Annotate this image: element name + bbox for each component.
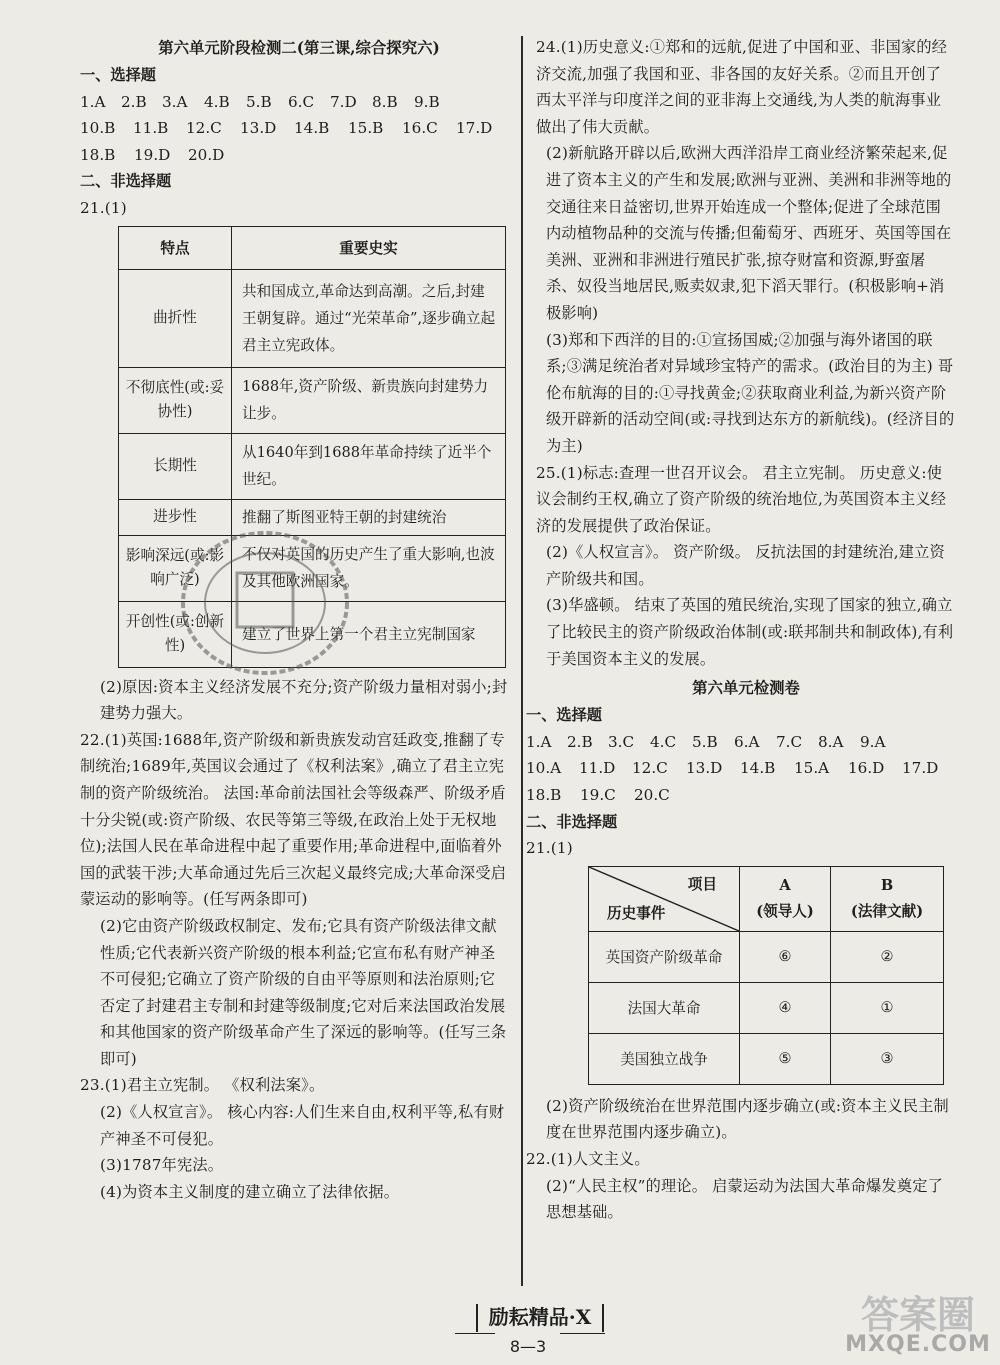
choice-row: 1.A 2.B 3.C 4.C 5.B 6.A 7.C 8.A 9.A: [526, 732, 886, 751]
answer-paragraph: (2)资产阶级统治在世界范围内逐步确立(或:资本主义民主制度在世界范围内逐步确立)。: [546, 1096, 949, 1142]
table-row: 长期性 从1640年到1688年革命持续了近半个世纪。: [119, 433, 506, 499]
choice-heading: 一、选择题: [526, 706, 602, 725]
table-header: 特点: [119, 226, 232, 269]
nonchoice-heading: 二、非选择题: [80, 172, 172, 191]
answer-paragraph: (3)华盛顿。 结束了英国的殖民统治,实现了国家的独立,确立了比较民主的资产阶级政治体制(或:联邦制共和制政体),有利于美国资本主义的发展。: [546, 596, 954, 668]
page-number: 8—3: [509, 1337, 547, 1356]
table-header: A (领导人): [740, 866, 831, 931]
table-row: 不彻底性(或:妥协性) 1688年,资产阶级、新贵族向封建势力让步。: [119, 367, 506, 433]
answer-paragraph: (2)新航路开辟以后,欧洲大西洋沿岸工商业经济繁荣起来,促进了资本主义的产生和发展;欧洲与亚洲、美洲和非洲等地的交通往来日益密切,世界开始连成一个整体;促进了全球范围内动植物品种的交流与传播;但葡萄牙、西班牙、英国等国在美洲、亚洲和非洲进行殖民扩张,掠夺财富和资源,野蛮屠杀、奴役当地居民,贩卖奴隶,犯下滔天罪行。(积极影响+消极影响): [546, 144, 952, 322]
diagonal-header-cell: 项目 历史事件: [589, 866, 740, 931]
table-row: 影响深远(或:影响广泛) 不仅对英国的历史产生了重大影响,也波及其他欧洲国家。: [119, 535, 506, 601]
answer-paragraph: (3)郑和下西洋的目的:①宣扬国威;②加强与海外诸国的联系;③满足统治者对异域珍宝特产的需求。(政治目的为主) 哥伦布航海的目的:①寻找黄金;②获取商业利益,为新兴资产阶级开辟新的活动空间(或:寻找到达东方的新航线)。(经济目的为主): [546, 330, 955, 455]
answer-paragraph: (2)“人民主权”的理论。 启蒙运动为法国大革命爆发奠定了思想基础。: [546, 1176, 943, 1222]
brand-logo: 励耘精品·X: [470, 1300, 610, 1336]
answer-paragraph: (2)《人权宣言》。 资产阶级。 反抗法国的封建统治,建立资产阶级共和国。: [546, 543, 945, 588]
answer-paragraph: 22.(1)英国:1688年,资产阶级和新贵族发动宫廷政变,推翻了专制统治;1689年,英国议会通过了《权利法案》,确立了君主立宪制的资产阶级统治。 法国:革命前法国社会等级森严、阶级矛盾十分尖锐(或:资产阶级、农民等第三等级,在政治上处于无权地位);法国人民在革命进程中起了重要作用;革命进程中,面临着外国的武装干涉;大革命通过先后三次起义最终完成;大革命深受启蒙运动的影响等。(任写两条即可): [80, 730, 507, 909]
question-label: 21.(1): [526, 839, 573, 858]
section-title: 第六单元检测卷: [692, 679, 800, 698]
answer-paragraph: (4)为资本主义制度的建立确立了法律依据。: [100, 1182, 400, 1201]
choice-row: 1.A 2.B 3.A 4.B 5.B 6.C 7.D 8.B 9.B: [80, 92, 440, 111]
table-header: 重要史实: [232, 226, 506, 269]
question-label: 21.(1): [80, 198, 127, 217]
table-row: 法国大革命 ④ ①: [589, 982, 944, 1033]
answer-paragraph: (2)《人权宣言》。 核心内容:人们生来自由,权利平等,私有财产神圣不可侵犯。: [100, 1103, 505, 1148]
nonchoice-heading: 二、非选择题: [526, 812, 618, 831]
answer-paragraph: 23.(1)君主立宪制。 《权利法案》。: [80, 1076, 325, 1095]
events-table: [588, 866, 944, 1085]
right-column: [526, 34, 956, 1226]
answer-paragraph: (2)原因:资本主义经济发展不充分;资产阶级力量相对弱小;封建势力强大。: [100, 677, 508, 723]
section-title: 第六单元阶段检测二(第三课,综合探究六): [158, 39, 440, 57]
choice-row: 10.A 11.D 12.C 13.D 14.B 15.A 16.D 17.D: [526, 759, 939, 778]
answer-paragraph: 24.(1)历史意义:①郑和的远航,促进了中国和亚、非国家的经济交流,加强了我国和亚、非各国的友好关系。②而且开创了西太平洋与印度洋之间的亚非海上交通线,为人类的航海事业做出了伟大贡献。: [536, 38, 948, 136]
choice-row: 10.B 11.B 12.C 13.D 14.B 15.B 16.C 17.D: [80, 119, 493, 138]
column-divider: [521, 36, 523, 1286]
answer-paragraph: (2)它由资产阶级政权制定、发布;它具有资产阶级法律文献性质;它代表新兴资产阶级的根本利益;它宣布私有财产神圣不可侵犯;它确立了资产阶级的自由平等原则和法治原则;它否定了封建君主专制和封建等级制度;它对后来法国政治发展和其他国家的资产阶级革命产生了深远的影响等。(任写三条即可): [100, 916, 507, 1068]
choice-row: 18.B 19.C 20.C: [526, 786, 670, 805]
table-row: 英国资产阶级革命 ⑥ ②: [589, 931, 944, 982]
table-header: B (法律文献): [831, 866, 944, 931]
answer-paragraph: 25.(1)标志:查理一世召开议会。 君主立宪制。 历史意义:使议会制约王权,确立了资产阶级的统治地位,为英国资本主义经济的发展提供了政治保证。: [536, 463, 947, 535]
table-row: 进步性 推翻了斯图亚特王朝的封建统治: [119, 499, 506, 535]
answer-paragraph: 22.(1)人文主义。: [526, 1150, 650, 1168]
table-row: 开创性(或:创新性) 建立了世界上第一个君主立宪制国家: [119, 601, 506, 667]
answer-paragraph: (3)1787年宪法。: [100, 1156, 224, 1175]
table-row: 曲折性 共和国成立,革命达到高潮。之后,封建王朝复辟。通过“光荣革命”,逐步确立起君主立宪政体。: [119, 269, 506, 367]
choice-heading: 一、选择题: [80, 66, 156, 84]
choice-row: 18.B 19.D 20.D: [80, 145, 225, 164]
stamp-mark: [165, 515, 365, 690]
site-watermark: 答案圈 MXQE.COM: [845, 1293, 991, 1357]
table-row: 美国独立战争 ⑤ ③: [589, 1033, 944, 1084]
